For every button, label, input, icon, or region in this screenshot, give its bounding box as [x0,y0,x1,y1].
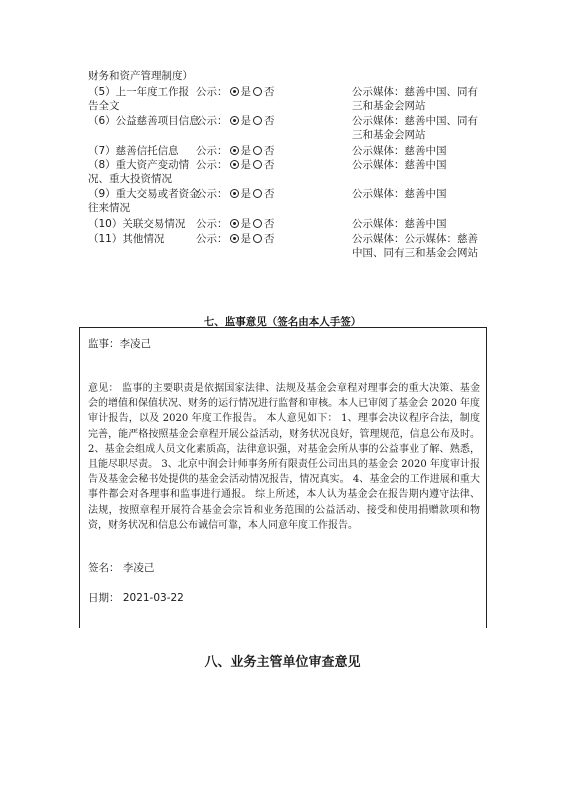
no-label: 否 [264,233,275,245]
radio-yes-icon[interactable] [230,189,239,198]
yes-label: 是 [240,145,251,157]
yes-label: 是 [240,188,251,200]
disclosure-row [88,84,488,112]
disclosure-publicity [196,143,275,158]
no-label: 否 [264,188,275,200]
opinion-text: 意见： 监事的主要职责是依据国家法律、法规及基金会章程对理事会的重大决策、基金会的增值和保值状况、财务的运行情况进行监督和审核。本人已审阅了基金会 2020 年度审计报告，以及 2020 年度工作报告。 本人意见如下： 1、理事会决议程序合法，制度完善，能严格按照基金会章程开展公益活动，财务状况良好，管理规范，信息公布及时。 2、基金会组成人员文化素质高，法律意识强，对基金会所从事的公益事业了解、熟悉，且能尽职尽责。 3、北京中润会计师事务所有限责任公司出具的基金会 2020 年度审计报告及基金会秘书处提供的基金会活动情况报告，情况真实。 4、基金会的工作进展和重大事件都会对各理事和监事进行通报。 综上所述，本人认为基金会在报告期内遵守法律、法规，按照章程开展符合基金会宗旨和业务范围的公益活动、接受和使用捐赠款项和物资，财务状况和信息公布诚信可靠，本人同意年度工作报告。 [88,383,480,531]
disclosure-publicity [196,157,275,172]
continuation-text: 财务和资产管理制度） [88,70,193,82]
disclosure-publicity [196,231,275,246]
disclosure-media-cont: 中国、同有三和基金会网站 [352,247,478,259]
yes-label: 是 [240,218,251,230]
radio-no-icon[interactable] [253,234,262,243]
no-label: 否 [264,86,275,98]
supervisor-line: 监事：李凌己 [88,338,151,350]
publicity-label: 公示： [196,233,228,245]
disclosure-media-cont: 三和基金会网站 [352,129,426,141]
disclosure-media-cont: 三和基金会网站 [352,100,426,112]
disclosure-media: 公示媒体：慈善中国、同有 [352,115,478,127]
radio-yes-icon[interactable] [230,234,239,243]
publicity-label: 公示： [196,115,228,127]
radio-yes-icon[interactable] [230,219,239,228]
disclosure-media: 公示媒体：慈善中国、同有 [352,86,478,98]
disclosure-row [88,143,488,157]
radio-no-icon[interactable] [253,160,262,169]
section8-title: 八、业务主管单位审查意见 [204,655,361,670]
disclosure-item: （8）重大资产变动情 [88,159,190,171]
radio-yes-icon[interactable] [230,160,239,169]
no-label: 否 [264,145,275,157]
publicity-label: 公示： [196,188,228,200]
radio-yes-icon[interactable] [230,146,239,155]
publicity-label: 公示： [196,218,228,230]
radio-yes-icon[interactable] [230,87,239,96]
no-label: 否 [264,159,275,171]
disclosure-item-cont: 往来情况 [88,202,130,214]
publicity-label: 公示： [196,145,228,157]
disclosure-item: （5）上一年度工作报 [88,86,190,98]
radio-no-icon[interactable] [253,146,262,155]
yes-label: 是 [240,115,251,127]
disclosure-row [88,186,488,214]
no-label: 否 [264,218,275,230]
date-line: 日期： 2021-03-22 [88,592,184,604]
disclosure-item: （6）公益慈善项目信息 [88,115,200,127]
radio-no-icon[interactable] [253,189,262,198]
publicity-label: 公示： [196,86,228,98]
disclosure-item: （10）关联交易情况 [88,218,186,230]
supervisor-opinion-box [79,327,487,628]
disclosure-row [88,231,488,259]
disclosure-row [88,113,488,141]
disclosure-media: 公示媒体：慈善中国 [352,159,447,171]
disclosure-publicity [196,113,275,128]
disclosure-media: 公示媒体：慈善中国 [352,218,447,230]
disclosure-publicity [196,186,275,201]
radio-no-icon[interactable] [253,219,262,228]
radio-yes-icon[interactable] [230,116,239,125]
disclosure-media: 公示媒体：慈善中国 [352,145,447,157]
disclosure-media: 公示媒体：慈善中国 [352,188,447,200]
disclosure-item-cont: 况、重大投资情况 [88,173,172,185]
disclosure-media: 公示媒体：公示媒体：慈善 [352,233,478,245]
yes-label: 是 [240,159,251,171]
disclosure-item: （9）重大交易或者资金 [88,188,200,200]
disclosure-publicity [196,216,275,231]
disclosure-publicity [196,84,275,99]
disclosure-item: （7）慈善信托信息 [88,145,179,157]
radio-no-icon[interactable] [253,116,262,125]
radio-no-icon[interactable] [253,87,262,96]
disclosure-row [88,216,488,230]
yes-label: 是 [240,86,251,98]
disclosure-item: （11）其他情况 [88,233,165,245]
yes-label: 是 [240,233,251,245]
disclosure-row [88,157,488,185]
no-label: 否 [264,115,275,127]
signature-line: 签名： 李凌己 [88,562,155,574]
disclosure-item-cont: 告全文 [88,100,120,112]
section7-title: 七、监事意见（签名由本人手签） [203,316,362,328]
publicity-label: 公示： [196,159,228,171]
